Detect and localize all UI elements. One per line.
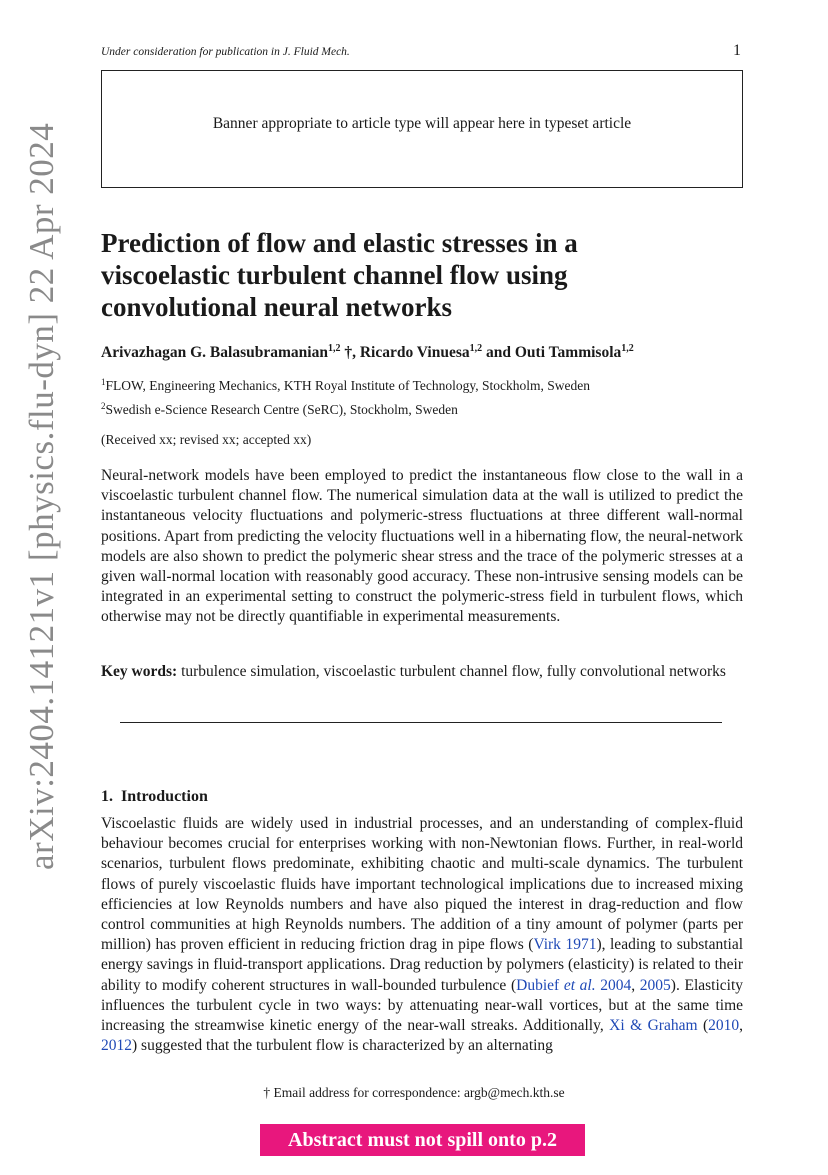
correspondence-footnote: † Email address for correspondence: argb@mech.kth.se [263, 1085, 565, 1100]
affiliation-number: 2 [101, 401, 106, 411]
body-text: ), leading to substantial energy savings in fluid-transport applications. Drag reduction by polymers (elasticity) is related to their ability to modify coherent structures in wall-bounded turbulence ( [101, 936, 744, 994]
author-separator: and [482, 344, 515, 361]
journal-header: Under consideration for publication in J. Fluid Mech. [101, 46, 350, 58]
arxiv-identifier-stamp: arXiv:2404.14121v1 [physics.flu-dyn] 22 Apr 2024 [22, 122, 61, 870]
abstract: Neural-network models have been employed to predict the instantaneous flow close to the wall in a viscoelastic turbulent channel flow. The numerical simulation data at the wall is utilized to predict the instantaneous velocity fluctuations and polymeric-stress fluctuations at three different wall-normal positions. Apart from predicting the velocity fluctuations well in a hibernating flow, the neural-network models are also shown to predict the polymeric shear stress and the trace of the polymeric stresses at a given wall-normal location with reasonably good accuracy. These non-intrusive sensing models can be integrated in an experimental setting to construct the polymeric-stress field in turbulent flows, which otherwise may not be directly quantifiable in experimental measurements. [101, 467, 743, 626]
section-title: Introduction [121, 788, 208, 805]
affiliation-2 [101, 401, 458, 418]
author-affiliation-mark: 1,2 [621, 343, 634, 354]
keywords-text: turbulence simulation, viscoelastic turbulent channel flow, fully convolutional networks [181, 663, 726, 680]
keywords [101, 662, 743, 682]
citation-link-dubief[interactable] [516, 977, 631, 994]
section-heading [101, 788, 208, 806]
keywords-label: Key words: [101, 663, 178, 680]
body-text: , [739, 1017, 743, 1035]
citation-link-2012[interactable]: 2012 [101, 1037, 132, 1055]
affiliation-number: 1 [101, 377, 106, 387]
abstract-separator-rule [120, 722, 722, 723]
author-affiliation-mark: 1,2 [469, 343, 483, 354]
article-banner-placeholder [101, 70, 743, 188]
affiliation-text: FLOW, Engineering Mechanics, KTH Royal Institute of Technology, Stockholm, Sweden [105, 378, 590, 393]
citation-link-dubief-2005[interactable]: 2005 [639, 976, 671, 994]
citation-et-al: et al. [563, 976, 596, 994]
citation-year: 2004 [595, 976, 632, 994]
body-text: , [631, 976, 640, 994]
introduction-paragraph [101, 814, 743, 1056]
citation-link-virk[interactable]: Virk 1971 [533, 936, 597, 954]
citation-link-xi-graham[interactable]: Xi & Graham [609, 1017, 698, 1035]
received-dates: (Received xx; revised xx; accepted xx) [101, 432, 312, 447]
body-text: Viscoelastic fluids are widely used in industrial processes, and an understanding of complex-fluid behaviour becomes crucial for enterprises working with non-Newtonian flows. Further, in real-world scenarios, turbulent flows predominate, exhibiting chaotic and multi-scale dynamics. The turbulent flows of purely viscoelastic fluids have important technological implications due to increased mixing efficiencies at low Reynolds numbers and have also piqued the interest in drag-reduction and flow control communities at high Reynolds numbers. The addition of a tiny amount of polymer (parts per million) has proven efficient in reducing friction drag in pipe flows ( [101, 815, 743, 954]
affiliation-1 [101, 377, 590, 394]
author-name: Ricardo Vinuesa [359, 344, 470, 361]
author-affiliation-mark: 1,2 [327, 343, 341, 354]
affiliation-text: Swedish e-Science Research Centre (SeRC), Stockholm, Sweden [105, 402, 458, 417]
body-text: ) suggested that the turbulent flow is characterized by an alternating [132, 1037, 553, 1055]
banner-text: Banner appropriate to article type will appear here in typeset article [212, 115, 632, 132]
citation-author: Dubief [516, 976, 564, 994]
page-number: 1 [733, 42, 741, 59]
abstract-overflow-warning-banner: Abstract must not spill onto p.2 [260, 1124, 585, 1156]
author-name: Outi Tammisola [514, 344, 622, 361]
author-name: Arivazhagan G. Balasubramanian [101, 344, 328, 361]
author-separator: , [352, 344, 360, 361]
paper-title: Prediction of flow and elastic stresses in a viscoelastic turbulent channel flow using convolutional neural networks [101, 228, 578, 322]
body-text: ( [697, 1017, 709, 1035]
author-list [101, 343, 634, 362]
section-number: 1. [101, 788, 113, 805]
corresponding-author-mark: † [340, 344, 353, 361]
body-text: ). Elasticity influences the turbulent cycle in two ways: by attenuating near-wall vortices, but at the same time increasing the streamwise kinetic energy of the near-wall streaks. Additionally, [101, 976, 744, 1035]
citation-link-2010[interactable]: 2010 [708, 1017, 740, 1035]
